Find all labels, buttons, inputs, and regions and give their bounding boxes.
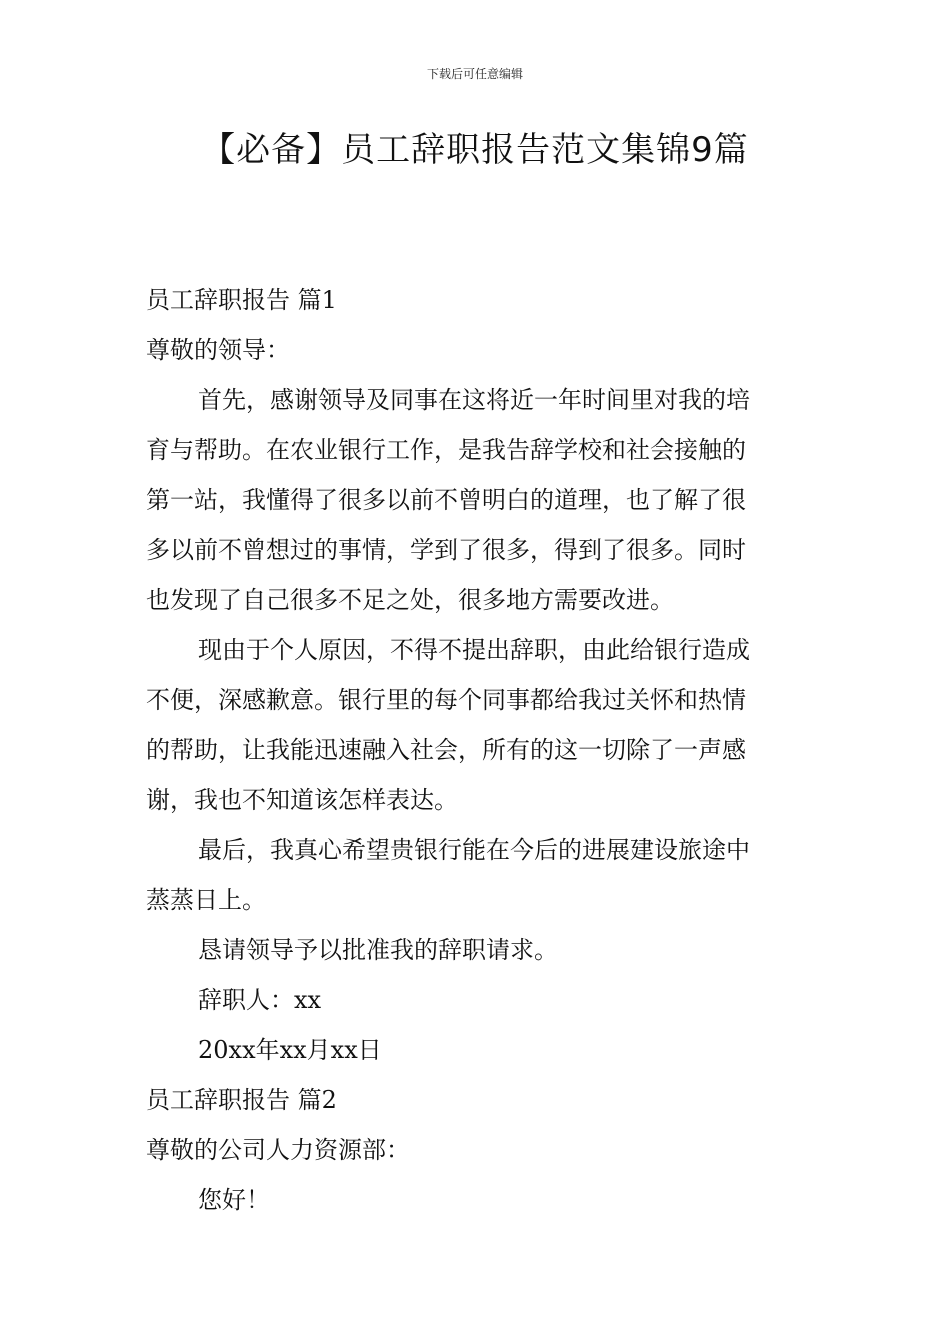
body-line: 尊敬的公司人力资源部：: [146, 1136, 410, 1164]
body-line: 尊敬的领导：: [146, 336, 290, 364]
section-heading: 员工辞职报告 篇2: [146, 1086, 337, 1114]
body-line: 也发现了自己很多不足之处，很多地方需要改进。: [146, 586, 674, 614]
body-line: 第一站，我懂得了很多以前不曾明白的道理，也了解了很: [146, 486, 746, 514]
date-line: 20xx年xx月xx日: [198, 1036, 382, 1064]
body-line: 最后，我真心希望贵银行能在今后的进展建设旅途中: [198, 836, 750, 864]
body-line: 恳请领导予以批准我的辞职请求。: [198, 936, 558, 964]
document-title: 【必备】员工辞职报告范文集锦9篇: [201, 130, 749, 170]
body-line: 谢，我也不知道该怎样表达。: [146, 786, 458, 814]
body-line: 员工辞职报告 篇1: [146, 286, 337, 314]
body-line: 育与帮助。在农业银行工作，是我告辞学校和社会接触的: [146, 436, 746, 464]
body-line: 现由于个人原因，不得不提出辞职，由此给银行造成: [198, 636, 750, 664]
body-line: 的帮助，让我能迅速融入社会，所有的这一切除了一声感: [146, 736, 746, 764]
body-line: 您好！: [198, 1186, 270, 1214]
body-line: 不便，深感歉意。银行里的每个同事都给我过关怀和热情: [146, 686, 746, 714]
header-note: 下载后可任意编辑: [426, 67, 523, 81]
body-line: 多以前不曾想过的事情，学到了很多，得到了很多。同时: [146, 536, 746, 564]
body-line: 首先，感谢领导及同事在这将近一年时间里对我的培: [198, 386, 750, 414]
document-body: [146, 275, 810, 1225]
body-line: 蒸蒸日上。: [146, 886, 266, 914]
signature-line: 辞职人：xx: [198, 986, 322, 1014]
